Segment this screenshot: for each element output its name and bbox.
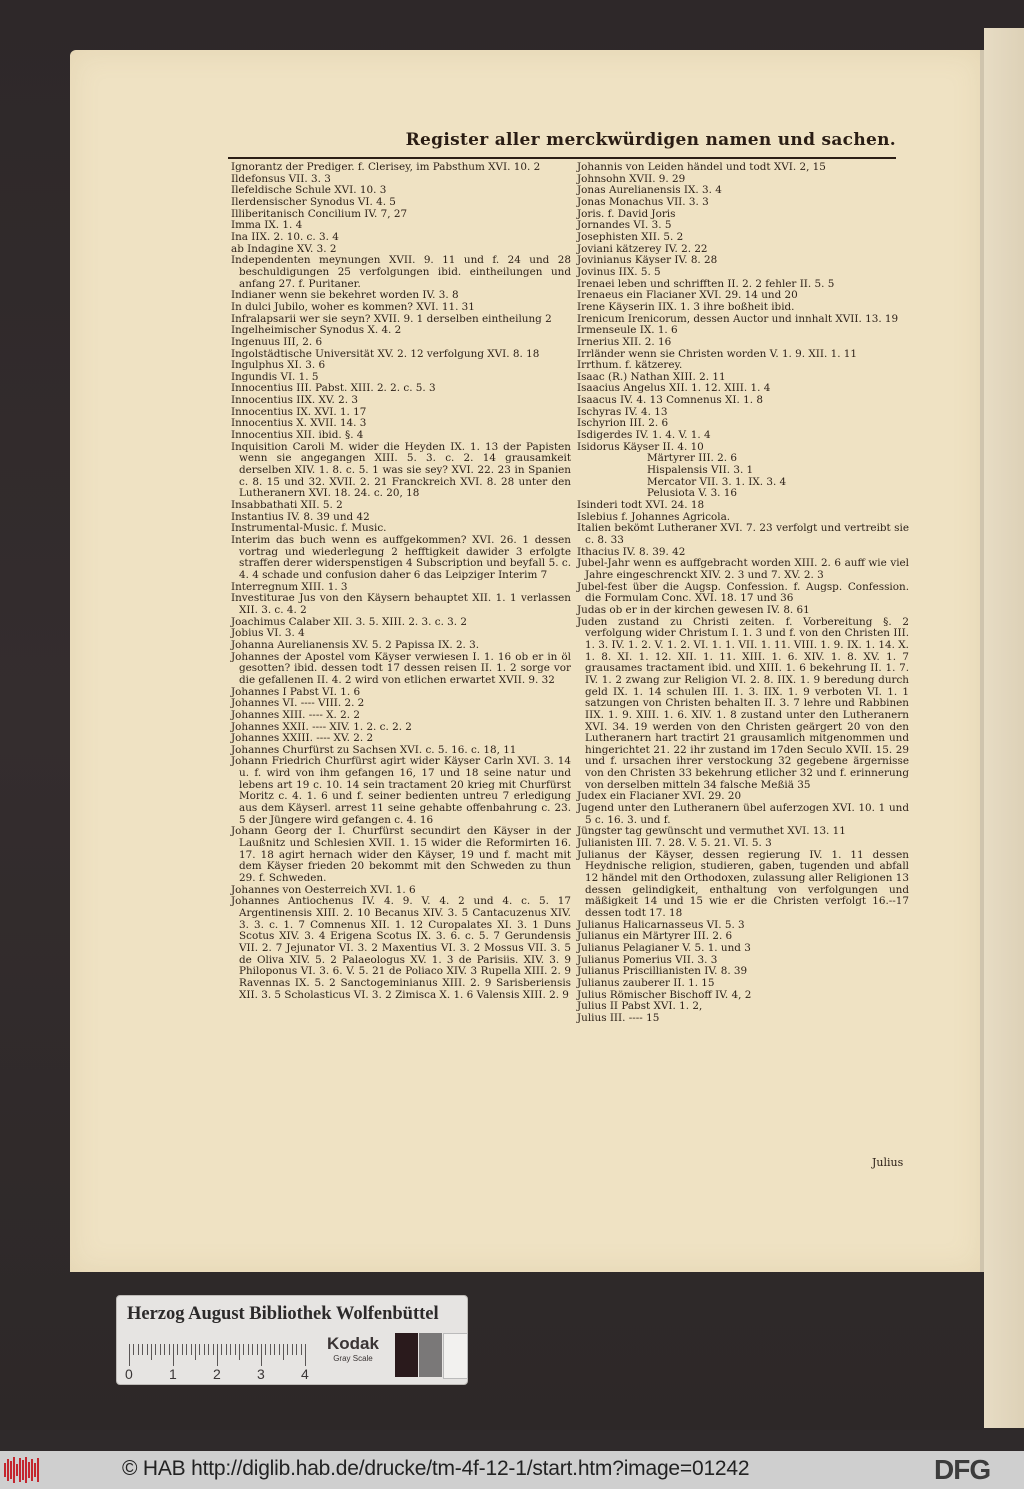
index-entry: Johannes VI. ---- VIII. 2. 2 xyxy=(231,697,365,710)
index-entry: Julianus Priscillianisten IV. 8. 39 xyxy=(577,965,748,978)
index-entry: Johann Friedrich Churfürst agirt wider Käyser Carln XVI. 3. 14 u. f. wird von ihm gefangen 16, 17 und 18 seine natur und lebens art 19 c. 10. 14 sein tractament 20 krieg mit Churfürst Moritz c. 4. 1. 6 und f. seiner bedienten untreu 7 erledigung aus dem Käyserl. arrest 11 seine gehabte offenbahrung c. 23. 5 der Jüngere wird gefangen c. 4. 16 xyxy=(231,755,571,826)
kodak-brand: Kodak xyxy=(327,1334,379,1353)
index-entry: Johannes Antiochenus IV. 4. 9. V. 4. 2 und 4. c. 5. 17 Argentinensis XIII. 2. 10 Becanus XIV. 3. 5 Cantacuzenus XIV. 3. 3. c. 1. 7 Comnenus XII. 1. 12 Curopalates XI. 3. 1 Duns Scotus XIV. 3. 4 Erigena Scotus IX. 3. 6. c. 5. 7 Gerundensis VII. 2. 7 Jejunator VI. 3. 2 Maxentius VI. 3. 2 Mossus VII. 3. 5 de Oliva XIV. 5. 2 Palaeologus XV. 1. 3 de Parisiis. XIV. 3. 9 Philoponus VI. 3. 6. V. 5. 21 de Poliaco XIV. 3 Rupella XIII. 2. 9 Ravennas IX. 5. 2 Sanctogeminianus XIII. 2. 9 Sarisberiensis XII. 3. 5 Scholasticus VI. 3. 2 Zimisca X. 1. 6 Valensis XIII. 2. 9 xyxy=(231,895,571,1001)
hab-logo-icon xyxy=(4,1457,44,1483)
index-entry: Irmenseule IX. 1. 6 xyxy=(577,324,678,337)
ruler-tick xyxy=(164,1344,165,1355)
index-entry: Jornandes VI. 3. 5 xyxy=(577,219,672,232)
catchword: Julius xyxy=(872,1156,904,1169)
index-entry: Ithacius IV. 8. 39. 42 xyxy=(577,545,686,558)
index-entry: Insabbathati XII. 5. 2 xyxy=(231,499,343,512)
index-entry: Mercator VII. 3. 1. IX. 3. 4 xyxy=(647,475,787,488)
ruler-tick xyxy=(155,1344,156,1355)
ruler-tick xyxy=(230,1344,231,1355)
index-entry: Innocentius XII. ibid. §. 4 xyxy=(231,429,364,442)
index-entry: Ilefeldische Schule XVI. 10. 3 xyxy=(231,184,387,197)
index-entry: Irenaei leben und schrifften II. 2. 2 fehler II. 5. 5 xyxy=(577,277,835,290)
index-entry: Joris. f. David Joris xyxy=(577,207,676,220)
index-entry: Johanna Aurelianensis XV. 5. 2 Papissa IX. 2. 3. xyxy=(231,638,480,651)
index-entry: Julianus der Käyser, dessen regierung IV. 1. 11 dessen Heydnische religion, studieren, gaben, tugenden und abfall 12 händel mit den Orthodoxen, zulassung aller Religionen 13 dessen gelindigkeit, enthaltung von verfolgungen und mäßigkeit 14 und 15 wie er die Christen verfolgt 16.--17 dessen todt 17. 18 xyxy=(577,848,909,919)
index-entry: Johannes XXII. ---- XIV. 1. 2. c. 2. 2 xyxy=(231,720,412,733)
index-entry: Johannes XIII. ---- X. 2. 2 xyxy=(231,708,360,721)
color-target-card xyxy=(116,1295,468,1385)
index-entry: Isaacius Angelus XII. 1. 12. XIII. 1. 4 xyxy=(577,382,771,395)
index-entry: Julianus Pomerius VII. 3. 3 xyxy=(577,953,718,966)
index-entry: Jonas Monachus VII. 3. 3 xyxy=(577,195,709,208)
kodak-label xyxy=(327,1334,379,1363)
index-entry: Inquisition Caroli M. wider die Heyden IX. 1. 13 der Papisten wenn sie angegangen XIII. 5. 3. c. 2. 14 grausamkeit derselben XIV. 1. 8. c. 5. 1 was sie sey? XVI. 22. 23 in Spanien c. 8. 15 und 32. XVII. 2. 21 Franckreich XVI. 8. 28 unter den Lutheranern XVI. 18. 24. c. 20, 18 xyxy=(231,440,571,500)
ruler-tick xyxy=(204,1344,205,1355)
ruler-tick xyxy=(133,1344,134,1355)
index-entry: Ingenuus III, 2. 6 xyxy=(231,335,323,348)
index-entry: Irrländer wenn sie Christen worden V. 1. 9. XII. 1. 11 xyxy=(577,347,858,360)
index-entry: Imma IX. 1. 4 xyxy=(231,219,303,232)
index-entry: Märtyrer III. 2. 6 xyxy=(647,452,737,465)
index-entry: Ingundis VI. 1. 5 xyxy=(231,370,319,383)
ruler-tick xyxy=(208,1344,209,1355)
ruler-tick xyxy=(129,1344,130,1366)
ruler-tick xyxy=(283,1344,284,1360)
ruler-tick xyxy=(177,1344,178,1355)
index-entry: Illiberitanisch Concilium IV. 7, 27 xyxy=(231,207,408,220)
index-entry: Johannes XXIII. ---- XV. 2. 2 xyxy=(231,732,374,745)
ruler-label: 3 xyxy=(257,1366,265,1382)
index-entry: Italien bekömt Lutheraner XVI. 7. 23 verfolgt und vertreibt sie c. 8. 33 xyxy=(577,522,909,546)
ruler-tick xyxy=(160,1344,161,1355)
index-entry: Johannes der Apostel vom Käyser verwiesen I. 1. 16 ob er in öl gesotten? ibid. dessen todt 17 dessen reisen II. 1. 2 sorge vor die gefallenen II. 4. 2 wird von etlichen erwartet XVII. 9. 32 xyxy=(231,650,571,686)
index-entry: Johannes von Oesterreich XVI. 1. 6 xyxy=(231,883,416,896)
index-entry: Ischyrion III. 2. 6 xyxy=(577,417,669,430)
ruler-tick xyxy=(235,1344,236,1355)
index-column-right xyxy=(577,162,909,1025)
ruler-tick xyxy=(305,1344,306,1366)
index-entry: Jüngster tag gewünscht und vermuthet XVI. 13. 11 xyxy=(577,825,846,838)
ruler-tick xyxy=(199,1344,200,1355)
index-entry: Julianisten III. 7. 28. V. 5. 21. VI. 5. 3 xyxy=(577,837,772,850)
index-entry: Julianus zauberer II. 1. 15 xyxy=(577,976,715,989)
index-entry: Isaac (R.) Nathan XIII. 2. 11 xyxy=(577,370,726,383)
ruler-tick xyxy=(270,1344,271,1355)
index-entry: Instrumental-Music. f. Music. xyxy=(231,522,387,535)
index-entry: Pelusiota V. 3. 16 xyxy=(647,487,738,500)
index-entry: Isaacus IV. 4. 13 Comnenus XI. 1. 8 xyxy=(577,394,763,407)
index-entry: Ingolstädtische Universität XV. 2. 12 verfolgung XVI. 8. 18 xyxy=(231,347,540,360)
ruler-tick xyxy=(142,1344,143,1355)
index-entry: Interregnum XIII. 1. 3 xyxy=(231,580,348,593)
index-entry: Juden zustand zu Christi zeiten. f. Vorbereitung §. 2 verfolgung wider Christum I. 1. 3 und f. von den Christen III. 1. 3. IV. 1. 2. V. 1. 2. VI. 1. 1. VII. 1. 11. VIII. 1. 9. IX. 1. 14. X. 1. 8. XI. 1. 12. XII. 1. 11. XIII. 1. 6. XIV. 1. 8. XV. 1. 7 grausames tractament ibid. und XIII. 1. 6 bekehrung II. 1. 7. IV. 1. 2 zwang zur Religion VI. 2. 8. IIX. 1. 9 beredung durch geld IX. 1. 14 schulen III. 1. 3. IIX. 1. 9 verboten VI. 1. 1 satzungen von Christen behalten II. 3. 7 lehre und Rabbinen IIX. 1. 9. XIII. 1. 6. XIV. 1. 8 zustand unter den Lutheranern XVI. 34. 19 werden von den Christen geärgert 20 von den Lutheranern hart tractirt 21 grausamlich mitgenommen und hingerichtet 21. 22 ihr zustand im 17den Seculo XVII. 15. 29 und f. ursachen ihrer verstockung 32 gegebene ärgernisse von den Christen 33 bekehrung etlicher 32 und f. erinnerung von derselben mitteln 34 falsche Meßiä 35 xyxy=(577,615,909,791)
ruler-tick xyxy=(265,1344,266,1355)
ruler-tick xyxy=(195,1344,196,1360)
index-entry: Judex ein Flacianer XVI. 29. 20 xyxy=(577,790,742,803)
index-entry: Irnerius XII. 2. 16 xyxy=(577,335,672,348)
index-entry: Ildefonsus VII. 3. 3 xyxy=(231,172,331,185)
index-entry: Johannes I Pabst VI. 1. 6 xyxy=(231,685,361,698)
index-entry: Johnsohn XVII. 9. 29 xyxy=(577,172,686,185)
index-entry: Johannes Churfürst zu Sachsen XVI. c. 5. 16. c. 18, 11 xyxy=(231,743,517,756)
index-entry: Johann Georg der I. Churfürst secundirt den Käyser in der Laußnitz und Schlesien XVII. 1. 15 wider die Reformirten 16. 17. 18 agirt hernach wider den Käyser, 19 und f. macht mit dem Käyser frieden 20 bekommt mit den Schweden zu thun 29. f. Schweden. xyxy=(231,825,571,885)
ruler-tick xyxy=(239,1344,240,1360)
index-entry: Hispalensis VII. 3. 1 xyxy=(647,464,754,477)
ruler-tick xyxy=(186,1344,187,1355)
ruler-tick xyxy=(221,1344,222,1355)
index-entry: Irenaeus ein Flacianer XVI. 29. 14 und 20 xyxy=(577,289,798,302)
index-entry: Innocentius X. XVII. 14. 3 xyxy=(231,417,367,430)
index-entry: Julius Römischer Bischoff IV. 4, 2 xyxy=(577,988,752,1001)
ruler-tick xyxy=(151,1344,152,1360)
index-entry: Isidorus Käyser II. 4. 10 xyxy=(577,440,704,453)
index-entry: Judas ob er in der kirchen gewesen IV. 8. 61 xyxy=(577,603,810,616)
index-entry: Jovinus IIX. 5. 5 xyxy=(577,265,661,278)
ruler-tick xyxy=(217,1344,218,1366)
index-entry: Ilerdensischer Synodus VI. 4. 5 xyxy=(231,195,396,208)
index-entry: Isdigerdes IV. 1. 4. V. 1. 4 xyxy=(577,429,711,442)
footer-bar xyxy=(0,1451,1024,1489)
index-entry: Jubel-fest über die Augsp. Confession. f. Augsp. Confession. die Formulam Conc. XVI. 18. 17 und 36 xyxy=(577,580,909,605)
ruler-tick xyxy=(274,1344,275,1355)
index-entry: Isinderi todt XVI. 24. 18 xyxy=(577,499,705,512)
index-entry: Josephisten XII. 5. 2 xyxy=(577,230,684,243)
ruler-tick xyxy=(169,1344,170,1355)
index-entry: Ignorantz der Prediger. f. Clerisey, im Pabsthum XVI. 10. 2 xyxy=(231,161,541,173)
index-entry: Instantius IV. 8. 39 und 42 xyxy=(231,510,370,523)
ruler-label: 2 xyxy=(213,1366,221,1382)
ruler-label: 0 xyxy=(125,1366,133,1382)
kodak-subtitle: Gray Scale xyxy=(333,1354,373,1363)
ruler-tick xyxy=(191,1344,192,1355)
gray-swatch-black xyxy=(395,1333,418,1377)
dfg-logo: DFG xyxy=(934,1454,991,1485)
index-entry: Innocentius IX. XVI. 1. 17 xyxy=(231,405,367,418)
index-column-left xyxy=(231,162,571,1001)
index-entry: Joviani kätzerey IV. 2. 22 xyxy=(577,242,708,255)
index-entry: ab Indagine XV. 3. 2 xyxy=(231,242,337,255)
index-entry: Irenicum Irenicorum, dessen Auctor und innhalt XVII. 13. 19 xyxy=(577,312,899,325)
index-entry: Julianus ein Märtyrer III. 2. 6 xyxy=(577,930,733,943)
header-rule xyxy=(228,157,896,159)
index-entry: Innocentius IIX. XV. 2. 3 xyxy=(231,394,358,407)
ruler-tick xyxy=(213,1344,214,1355)
index-entry: Independenten meynungen XVII. 9. 11 und f. 24 und 28 beschuldigungen 25 verfolgungen ibid. eintheilungen und anfang 27. f. Puritaner. xyxy=(231,254,571,290)
measurement-ruler xyxy=(125,1336,315,1382)
facing-page-edge xyxy=(984,28,1024,1428)
library-name: Herzog August Bibliothek Wolfenbüttel xyxy=(127,1304,439,1324)
index-entry: Islebius f. Johannes Agricola. xyxy=(577,510,731,523)
index-entry: Julianus Pelagianer V. 5. 1. und 3 xyxy=(577,941,751,954)
index-entry: Ina IIX. 2. 10. c. 3. 4 xyxy=(231,230,339,243)
ruler-tick xyxy=(279,1344,280,1355)
index-entry: Jugend unter den Lutheranern übel auferzogen XVI. 10. 1 und 5 c. 16. 3. und f. xyxy=(577,802,909,826)
page-gutter xyxy=(980,50,984,1272)
ruler-tick xyxy=(182,1344,183,1355)
index-entry: Ingulphus XI. 3. 6 xyxy=(231,359,326,372)
ruler-tick xyxy=(226,1344,227,1355)
index-entry: Joachimus Calaber XII. 3. 5. XIII. 2. 3. c. 3. 2 xyxy=(231,615,468,628)
index-entry: Jonas Aurelianensis IX. 3. 4 xyxy=(577,184,722,197)
index-entry: Interim das buch wenn es auffgekommen? XVI. 26. 1 dessen vortrag und wiederlegung 2 hefftigkeit dawider 3 erfolgte straffen derer widerspenstigen 4 Subscription und beyfall 5. c. 4. 4 schade und confusion daher 6 das Leipziger Interim 7 xyxy=(231,534,571,581)
copyright-link[interactable]: © HAB http://diglib.hab.de/drucke/tm-4f-12-1/start.htm?image=01242 xyxy=(122,1457,750,1480)
index-entry: Ingelheimischer Synodus X. 4. 2 xyxy=(231,324,402,337)
ruler-tick xyxy=(287,1344,288,1355)
ruler-tick xyxy=(147,1344,148,1355)
index-entry: Julius III. ---- 15 xyxy=(577,1011,660,1024)
ruler-label: 4 xyxy=(301,1366,309,1382)
index-entry: Julius II Pabst XVI. 1. 2, xyxy=(577,1000,703,1013)
ruler-tick xyxy=(138,1344,139,1355)
ruler-tick xyxy=(173,1344,174,1366)
index-entry: In dulci Jubilo, woher es kommen? XVI. 11. 31 xyxy=(231,300,475,313)
ruler-tick xyxy=(248,1344,249,1355)
index-entry: Julianus Halicarnasseus VI. 5. 3 xyxy=(577,918,745,931)
index-entry: Jovinianus Käyser IV. 8. 28 xyxy=(577,254,718,267)
index-entry: Ischyras IV. 4. 13 xyxy=(577,405,668,418)
index-entry: Investiturae Jus von den Käysern behauptet XII. 1. 1 verlassen XII. 3. c. 4. 2 xyxy=(231,592,571,616)
index-entry: Innocentius III. Pabst. XIII. 2. 2. c. 5. 3 xyxy=(231,382,436,395)
ruler-tick xyxy=(296,1344,297,1355)
running-head: Register aller merckwürdigen namen und sachen. xyxy=(405,130,896,150)
gray-swatch-white xyxy=(443,1333,468,1379)
ruler-label: 1 xyxy=(169,1366,177,1382)
ruler-tick xyxy=(301,1344,302,1355)
ruler-tick xyxy=(252,1344,253,1355)
index-entry: Indianer wenn sie bekehret worden IV. 3. 8 xyxy=(231,289,459,302)
gray-swatch-mid xyxy=(419,1333,442,1377)
index-entry: Irrthum. f. kätzerey. xyxy=(577,359,683,372)
ruler-tick xyxy=(243,1344,244,1355)
index-entry: Jobius VI. 3. 4 xyxy=(231,627,305,640)
ruler-tick xyxy=(261,1344,262,1366)
index-entry: Irene Käyserin IIX. 1. 3 ihre boßheit ibid. xyxy=(577,300,795,313)
ruler-tick xyxy=(257,1344,258,1355)
index-entry: Infralapsarii wer sie seyn? XVII. 9. 1 derselben eintheilung 2 xyxy=(231,312,552,325)
ruler-tick xyxy=(292,1344,293,1355)
index-entry: Johannis von Leiden händel und todt XVI. 2, 15 xyxy=(577,161,826,173)
index-entry: Jubel-Jahr wenn es auffgebracht worden XIII. 2. 6 auff wie viel Jahre eingeschrenckt XIV. 2. 3 und 7. XV. 2. 3 xyxy=(577,557,909,581)
